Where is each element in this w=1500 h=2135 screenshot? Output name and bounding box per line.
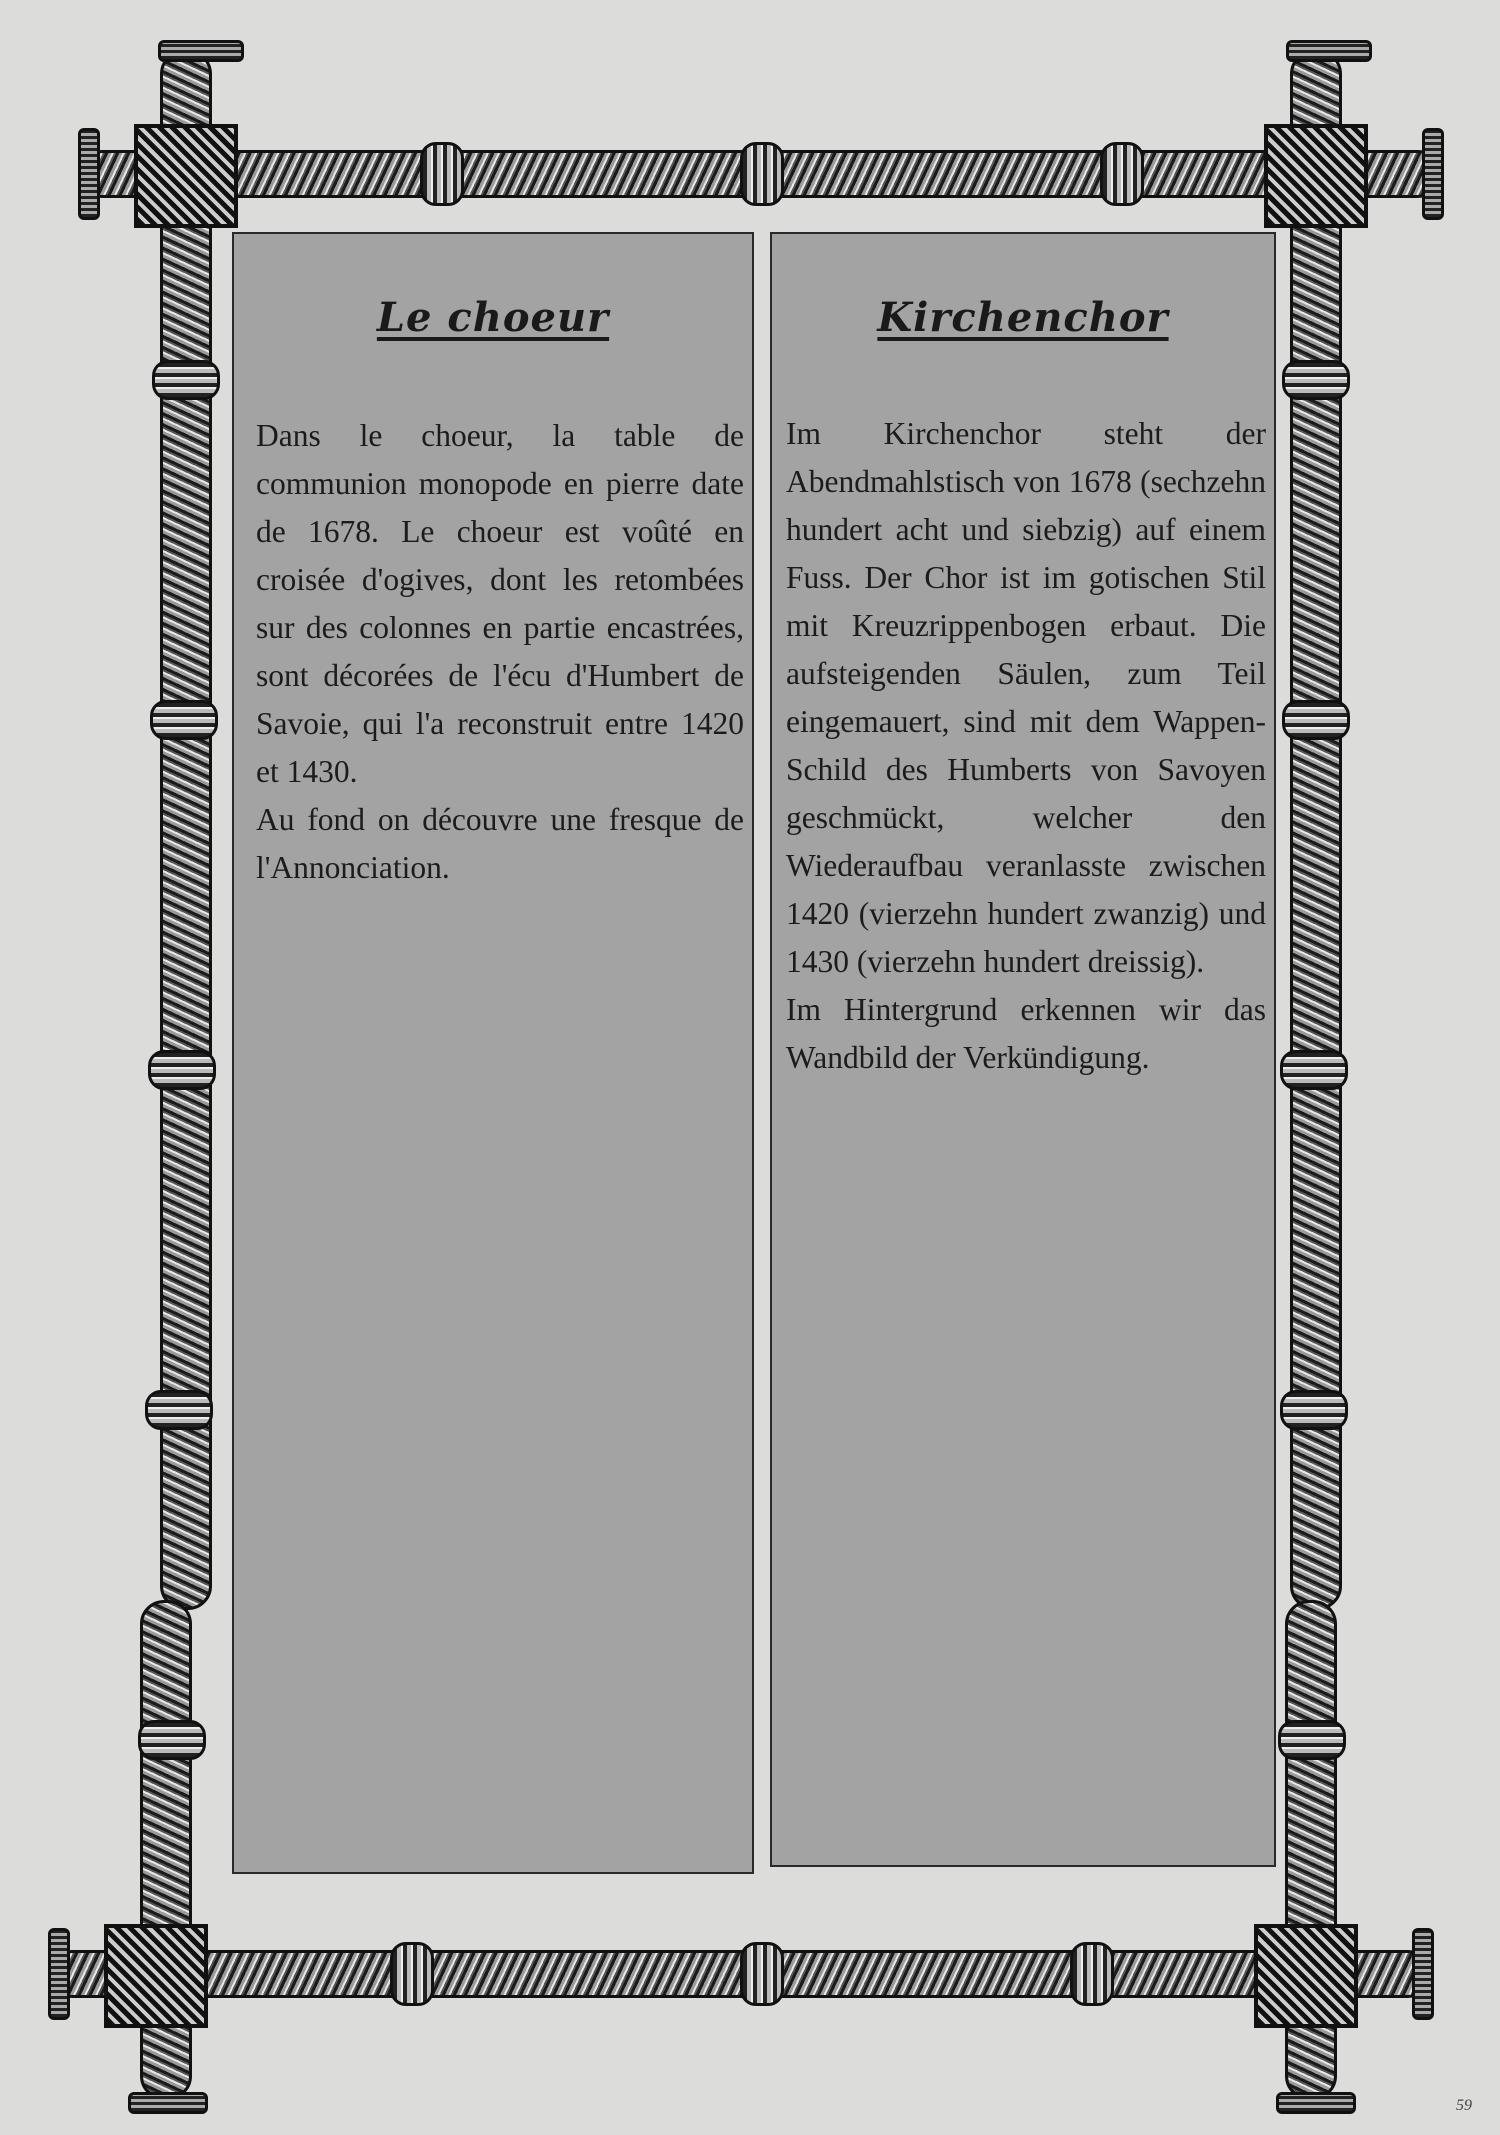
french-paragraph: Dans le choeur, la table de communion monopode en pierre date de 1678. Le choeur est voûté en croisée d'ogives, dont les retombées sur des colonnes en partie encastrées, sont décorées de l'écu d'Humbert de Savoie, qui l'a reconstruit entre 1420 et 1430. <box>256 418 744 789</box>
frame-left-bottom-cap <box>128 2092 208 2114</box>
frame-bottom-right-cap <box>1412 1928 1434 2020</box>
frame-bottom-left-cap <box>48 1928 70 2020</box>
frame-top-left-cap <box>78 128 100 220</box>
french-text-panel <box>232 232 754 1874</box>
frame-left-node <box>152 360 220 400</box>
frame-right-node <box>1282 360 1350 400</box>
frame-bottom-node <box>390 1942 434 2006</box>
page-number: 59 <box>1456 2097 1472 2114</box>
frame-corner-knot-top-left <box>134 124 238 228</box>
french-panel-title: Le choeur <box>376 294 610 341</box>
frame-corner-knot-bottom-right <box>1254 1924 1358 2028</box>
frame-left-rod <box>160 50 212 1610</box>
frame-right-node <box>1280 1390 1348 1430</box>
frame-corner-knot-top-right <box>1264 124 1368 228</box>
frame-left-node <box>138 1720 206 1760</box>
frame-top-right-cap <box>1422 128 1444 220</box>
german-panel-title: Kirchenchor <box>877 294 1169 341</box>
frame-corner-knot-bottom-left <box>104 1924 208 2028</box>
frame-left-node <box>145 1390 213 1430</box>
frame-bottom-node <box>740 1942 784 2006</box>
frame-right-node <box>1282 700 1350 740</box>
frame-top-node <box>1100 142 1144 206</box>
frame-left-node <box>148 1050 216 1090</box>
frame-right-bottom-cap <box>1276 2092 1356 2114</box>
frame-left-node <box>150 700 218 740</box>
frame-top-node <box>740 142 784 206</box>
frame-right-node <box>1278 1720 1346 1760</box>
french-paragraph: Au fond on découvre une fresque de l'Annonciation. <box>256 802 744 885</box>
frame-right-node <box>1280 1050 1348 1090</box>
frame-left-top-cap <box>158 40 244 62</box>
frame-right-top-cap <box>1286 40 1372 62</box>
german-panel-body <box>786 410 1266 1082</box>
german-paragraph: Im Kirchenchor steht der Abendmahlstisch von 1678 (sechzehn hundert acht und siebzig) auf einem Fuss. Der Chor ist im gotischen Stil mit Kreuzrippenbogen erbaut. Die aufsteigenden Säulen, zum Teil eingemauert, sind mit dem Wappen-Schild des Humberts von Savoyen geschmückt, welcher den Wiederaufbau veranlasste zwischen 1420 (vierzehn hundert zwanzig) und 1430 (vierzehn hundert dreissig). <box>786 416 1266 979</box>
german-text-panel <box>770 232 1276 1867</box>
frame-top-node <box>420 142 464 206</box>
german-paragraph: Im Hintergrund erkennen wir das Wandbild der Verkündigung. <box>786 992 1266 1075</box>
frame-bottom-node <box>1070 1942 1114 2006</box>
frame-right-rod <box>1290 50 1342 1610</box>
french-panel-body <box>256 412 744 892</box>
